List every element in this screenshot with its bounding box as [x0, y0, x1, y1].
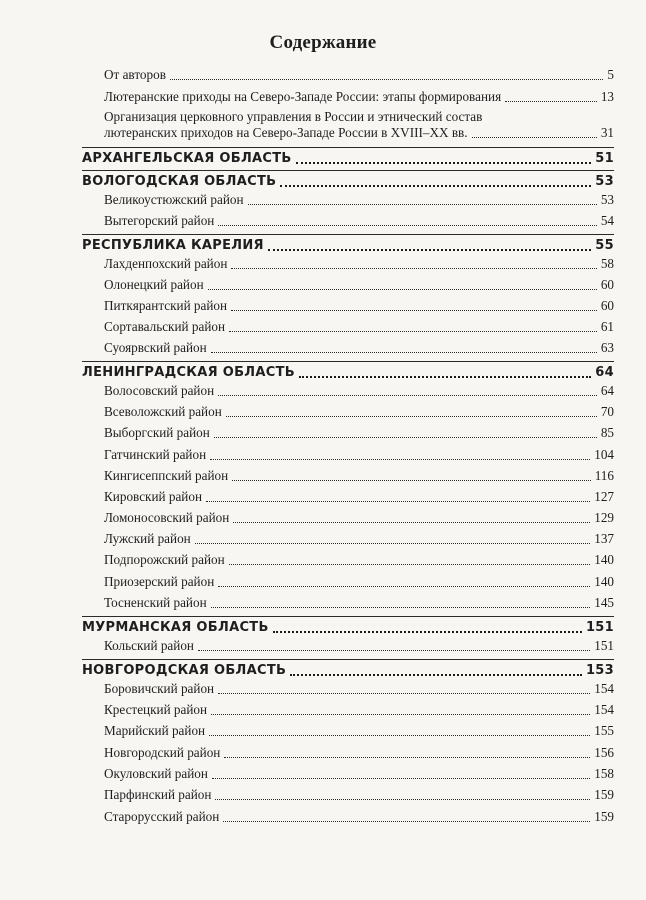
toc-entry-title: Гатчинский район — [104, 447, 207, 462]
toc-entry-page: 137 — [594, 531, 614, 546]
dot-leader — [229, 330, 597, 332]
dot-leader — [226, 415, 597, 417]
toc-entry-page: 53 — [600, 192, 614, 207]
section-divider — [82, 361, 614, 362]
dot-leader — [224, 756, 590, 758]
toc-entry-title: Марийский район — [104, 723, 206, 738]
dot-leader — [195, 542, 590, 544]
toc-entry[interactable] — [104, 551, 614, 568]
toc-section-page: 51 — [595, 151, 614, 166]
toc-entry[interactable] — [104, 403, 614, 420]
toc-entry-page: 159 — [594, 809, 614, 824]
toc-entry-page: 129 — [594, 510, 614, 525]
toc-entry[interactable] — [104, 509, 614, 526]
dot-leader — [273, 630, 582, 633]
toc-entry-page: 5 — [607, 67, 614, 82]
dot-leader — [505, 100, 597, 102]
toc-entry[interactable] — [104, 446, 614, 463]
dot-leader — [290, 673, 582, 676]
dot-leader — [206, 500, 590, 502]
toc-entry[interactable] — [104, 276, 614, 293]
toc-entry-title: Новгородский район — [104, 745, 221, 760]
toc-entry[interactable] — [104, 318, 614, 335]
dot-leader — [211, 606, 591, 608]
toc-entry[interactable] — [104, 255, 614, 272]
toc-entry-title: Кингисеппский район — [104, 468, 229, 483]
section-divider — [82, 234, 614, 235]
toc-entry-page: 85 — [600, 425, 614, 440]
toc-entry-title: Окуловский район — [104, 766, 208, 781]
toc-section-title: АРХАНГЕЛЬСКАЯ ОБЛАСТЬ — [82, 151, 292, 166]
dot-leader — [209, 734, 590, 736]
page-title: Содержание — [269, 32, 377, 53]
dot-leader — [223, 820, 590, 822]
toc-entry-title: Великоустюжский район — [104, 192, 244, 207]
dot-leader — [229, 563, 591, 565]
dot-leader — [218, 394, 597, 396]
toc-entry-title: Олонецкий район — [104, 277, 204, 292]
section-divider — [82, 170, 614, 171]
toc-entry-page: 140 — [594, 552, 614, 567]
dot-leader — [215, 798, 590, 800]
toc-entry-page: 70 — [600, 404, 614, 419]
toc-section[interactable] — [82, 150, 614, 167]
dot-leader — [218, 585, 590, 587]
toc-section-title: ВОЛОГОДСКАЯ ОБЛАСТЬ — [82, 174, 277, 189]
toc-entry-page: 145 — [594, 595, 614, 610]
dot-leader — [472, 136, 597, 138]
toc-entry-page: 54 — [600, 213, 614, 228]
toc-entry-title: Крестецкий район — [104, 702, 208, 717]
toc-entry-title: Ломоносовский район — [104, 510, 230, 525]
toc-entry-page: 127 — [594, 489, 614, 504]
toc-entry-title-line1: Организация церковного управления в России и этнический состав — [104, 109, 483, 124]
toc-entry-page: 13 — [600, 89, 614, 104]
toc-entry-page: 154 — [594, 681, 614, 696]
toc-entry-page: 58 — [600, 256, 614, 271]
toc-entry-title: Кольский район — [104, 638, 194, 653]
toc-entry[interactable] — [104, 191, 614, 208]
toc-entry[interactable] — [104, 212, 614, 229]
toc-entry-title: Суоярвский район — [104, 340, 207, 355]
toc-entry-title: Приозерский район — [104, 574, 215, 589]
dot-leader — [299, 375, 591, 378]
dot-leader — [212, 777, 590, 779]
dot-leader — [170, 78, 603, 80]
dot-leader — [296, 161, 592, 164]
toc-section[interactable] — [82, 364, 614, 381]
toc-entry-title: Кировский район — [104, 489, 203, 504]
toc-entry-title: Тосненский район — [104, 595, 207, 610]
toc-entry-page: 60 — [600, 277, 614, 292]
section-divider — [82, 659, 614, 660]
toc-entry-title: Волосовский район — [104, 383, 215, 398]
toc-entry-church-administration[interactable] — [104, 108, 614, 125]
dot-leader — [232, 479, 591, 481]
toc-entry[interactable] — [104, 701, 614, 718]
toc-section-page: 55 — [595, 238, 614, 253]
toc-entry[interactable] — [104, 488, 614, 505]
toc-entry-page: 64 — [600, 383, 614, 398]
toc-entry-title: Всеволожский район — [104, 404, 222, 419]
toc-entry-church-administration-cont[interactable] — [104, 124, 614, 141]
toc-section-page: 151 — [585, 620, 614, 635]
toc-entry-title: Выборгский район — [104, 425, 210, 440]
toc-entry[interactable] — [104, 722, 614, 739]
toc-section[interactable] — [82, 619, 614, 636]
toc-entry[interactable] — [104, 339, 614, 356]
dot-leader — [208, 288, 597, 290]
toc-section-page: 64 — [595, 365, 614, 380]
toc-entry-title: От авторов — [104, 67, 166, 82]
toc-entry[interactable] — [104, 765, 614, 782]
toc-entry[interactable] — [104, 297, 614, 314]
toc-entry-title: Вытегорский район — [104, 213, 215, 228]
toc-section[interactable] — [82, 173, 614, 190]
dot-leader — [218, 224, 596, 226]
toc-section-title: ЛЕНИНГРАДСКАЯ ОБЛАСТЬ — [82, 365, 295, 380]
toc-entry-page: 116 — [594, 468, 614, 483]
toc-entry-title: Лахденпохский район — [104, 256, 228, 271]
toc-entry-page: 104 — [594, 447, 614, 462]
toc-section-title: НОВГОРОДСКАЯ ОБЛАСТЬ — [82, 663, 287, 678]
toc-entry-lutheran-parishes[interactable] — [104, 88, 614, 105]
dot-leader — [231, 267, 596, 269]
dot-leader — [248, 203, 597, 205]
toc-section-title: МУРМАНСКАЯ ОБЛАСТЬ — [82, 620, 269, 635]
toc-entry[interactable] — [104, 382, 614, 399]
toc-entry-title: Парфинский район — [104, 787, 212, 802]
toc-entry[interactable] — [104, 680, 614, 697]
toc-entry[interactable] — [104, 637, 614, 654]
toc-entry[interactable] — [104, 573, 614, 590]
section-divider — [82, 147, 614, 148]
toc-section[interactable] — [82, 662, 614, 679]
toc-entry[interactable] — [104, 808, 614, 825]
toc-entry-title: Лютеранские приходы на Северо-Западе России: этапы формирования — [104, 89, 502, 104]
dot-leader — [211, 351, 597, 353]
dot-leader — [268, 248, 591, 251]
toc-entry-page: 158 — [594, 766, 614, 781]
dot-leader — [214, 436, 597, 438]
section-divider — [82, 616, 614, 617]
toc-entry-title: Боровичский район — [104, 681, 215, 696]
toc-entry-title: Старорусский район — [104, 809, 220, 824]
toc-entry-title: Подпорожский район — [104, 552, 225, 567]
dot-leader — [233, 521, 590, 523]
toc-entry-page: 31 — [600, 125, 614, 140]
toc-entry-page: 154 — [594, 702, 614, 717]
toc-entry-page: 151 — [594, 638, 614, 653]
dot-leader — [280, 184, 591, 187]
toc-entry-title: Лужский район — [104, 531, 191, 546]
toc-section-title: РЕСПУБЛИКА КАРЕЛИЯ — [82, 238, 264, 253]
toc-entry[interactable] — [104, 467, 614, 484]
toc-entry[interactable] — [104, 786, 614, 803]
dot-leader — [218, 692, 590, 694]
dot-leader — [198, 649, 590, 651]
toc-entry-authors[interactable] — [104, 66, 614, 83]
toc-section-page: 153 — [585, 663, 614, 678]
toc-entry-page: 63 — [600, 340, 614, 355]
toc-entry[interactable] — [104, 744, 614, 761]
toc-entry[interactable] — [104, 530, 614, 547]
dot-leader — [231, 309, 597, 311]
toc-entry-page: 156 — [594, 745, 614, 760]
toc-entry-title: Питкярантский район — [104, 298, 228, 313]
toc-section-page: 53 — [595, 174, 614, 189]
toc-entry-page: 61 — [600, 319, 614, 334]
toc-entry-page: 155 — [594, 723, 614, 738]
toc-entry-title-line2: лютеранских приходов на Северо-Западе России в XVIII–XX вв. — [104, 125, 468, 140]
toc-entry[interactable] — [104, 424, 614, 441]
toc-section[interactable] — [82, 237, 614, 254]
toc-entry[interactable] — [104, 594, 614, 611]
toc-entry-page: 60 — [600, 298, 614, 313]
toc-entry-title: Сортавальский район — [104, 319, 226, 334]
dot-leader — [210, 458, 590, 460]
toc-entry-page: 159 — [594, 787, 614, 802]
dot-leader — [211, 713, 590, 715]
toc-entry-page: 140 — [594, 574, 614, 589]
